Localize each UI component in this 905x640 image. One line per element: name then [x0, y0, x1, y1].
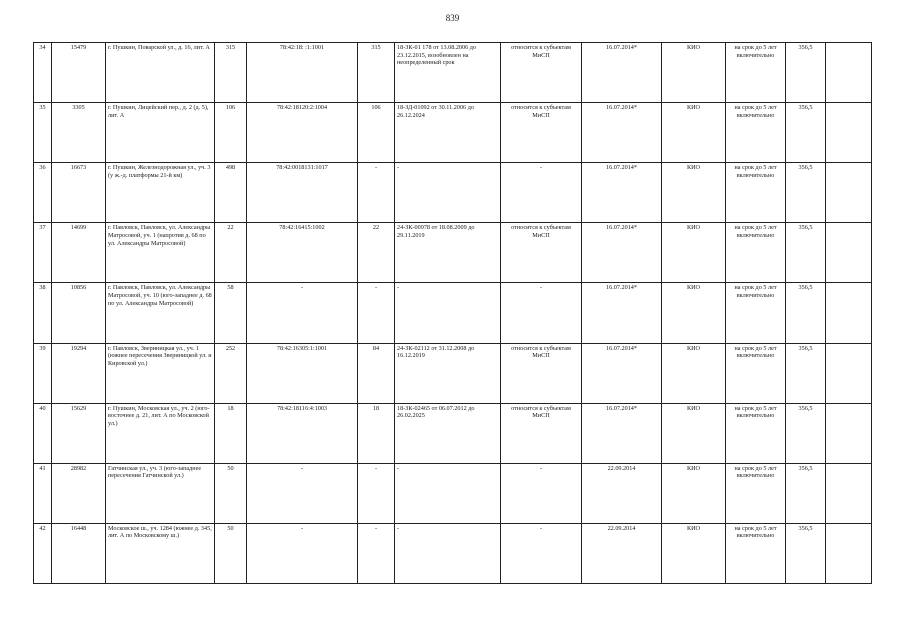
rate-cell: 356,5	[786, 283, 826, 343]
row-number-cell: 42	[34, 523, 52, 583]
contract-cell: 18-ЗК-01 178 от 13.08.2006 до 23.12.2015, возобновлен на неопределенный срок	[395, 43, 501, 103]
date-cell: 16.07.2014*	[582, 43, 662, 103]
leased-area-cell: -	[358, 523, 395, 583]
sme-status-cell: относится к субъектам МиСП	[501, 403, 582, 463]
sme-status-cell: -	[501, 163, 582, 223]
date-cell: 16.07.2014*	[582, 283, 662, 343]
object-id-cell: 10856	[52, 283, 106, 343]
empty-cell	[826, 163, 872, 223]
cadastral-number-cell: 78:42:16415:1002	[247, 223, 358, 283]
object-id-cell: 3305	[52, 103, 106, 163]
area-cell: 315	[215, 43, 247, 103]
row-number-cell: 41	[34, 463, 52, 523]
contract-cell: -	[395, 163, 501, 223]
address-cell: г. Павловск, Павловск, ул. Александры Матросовой, уч. 10 (юго-западнее д. 68 по ул. Александры Матросовой)	[106, 283, 215, 343]
row-number-cell: 40	[34, 403, 52, 463]
sme-status-cell: -	[501, 283, 582, 343]
leased-area-cell: 106	[358, 103, 395, 163]
contract-cell: 18-ЗД-01092 от 30.11.2006 до 26.12.2024	[395, 103, 501, 163]
object-id-cell: 15479	[52, 43, 106, 103]
area-cell: 50	[215, 463, 247, 523]
object-id-cell: 19294	[52, 343, 106, 403]
cadastral-number-cell: -	[247, 463, 358, 523]
date-cell: 16.07.2014*	[582, 403, 662, 463]
table-row	[34, 523, 872, 583]
cadastral-number-cell: 78:42:18116:4:1003	[247, 403, 358, 463]
organization-cell: КИО	[662, 163, 726, 223]
date-cell: 22.09.2014	[582, 463, 662, 523]
address-cell: г. Пушкин, Железнодорожная ул., уч. 3 (у ж.-д. платформы 21-й км)	[106, 163, 215, 223]
address-cell: Московское ш., уч. 1284 (южнее д. 345, лит. А по Московскому ш.)	[106, 523, 215, 583]
table-row	[34, 103, 872, 163]
leased-area-cell: 315	[358, 43, 395, 103]
rate-cell: 356,5	[786, 463, 826, 523]
empty-cell	[826, 223, 872, 283]
row-number-cell: 35	[34, 103, 52, 163]
area-cell: 252	[215, 343, 247, 403]
rate-cell: 356,5	[786, 223, 826, 283]
sme-status-cell: -	[501, 523, 582, 583]
object-id-cell: 16673	[52, 163, 106, 223]
date-cell: 16.07.2014*	[582, 163, 662, 223]
sme-status-cell: относится к субъектам МиСП	[501, 43, 582, 103]
row-number-cell: 34	[34, 43, 52, 103]
organization-cell: КИО	[662, 463, 726, 523]
address-cell: г. Пушкин, Московская ул., уч. 2 (юго-восточнее д. 21, лит. А по Московской ул.)	[106, 403, 215, 463]
leased-area-cell: 84	[358, 343, 395, 403]
cadastral-number-cell: 78:42:18: :1:1001	[247, 43, 358, 103]
address-cell: г. Павловск, Звериницкая ул., уч. 1 (южнее пересечения Звериницкой ул. и Кировской ул.)	[106, 343, 215, 403]
lease-term-cell: на срок до 5 лет включительно	[726, 163, 786, 223]
organization-cell: КИО	[662, 343, 726, 403]
address-cell: г. Пушкин, Лицейский пер., д. 2 (д. 5), лит. А	[106, 103, 215, 163]
area-cell: 106	[215, 103, 247, 163]
leased-area-cell: -	[358, 283, 395, 343]
page-number: 839	[445, 13, 460, 23]
table-row	[34, 223, 872, 283]
table-row	[34, 283, 872, 343]
area-cell: 22	[215, 223, 247, 283]
object-id-cell: 14699	[52, 223, 106, 283]
date-cell: 16.07.2014*	[582, 103, 662, 163]
contract-cell: -	[395, 463, 501, 523]
date-cell: 16.07.2014*	[582, 223, 662, 283]
table-row	[34, 463, 872, 523]
rate-cell: 356,5	[786, 163, 826, 223]
registry-table	[33, 42, 872, 584]
leased-area-cell: 18	[358, 403, 395, 463]
sme-status-cell: относится к субъектам МиСП	[501, 103, 582, 163]
empty-cell	[826, 43, 872, 103]
table-row	[34, 343, 872, 403]
contract-cell: 24-ЗК-00978 от 18.08.2009 до 29.11.2019	[395, 223, 501, 283]
area-cell: 58	[215, 283, 247, 343]
area-cell: 498	[215, 163, 247, 223]
organization-cell: КИО	[662, 103, 726, 163]
organization-cell: КИО	[662, 223, 726, 283]
rate-cell: 356,5	[786, 403, 826, 463]
address-cell: г. Павловск, Павловск, ул. Александры Матросовой, уч. 1 (напротив д. 68 по ул. Александры Матросовой)	[106, 223, 215, 283]
cadastral-number-cell: 78:42:16305:1:1001	[247, 343, 358, 403]
cadastral-number-cell: -	[247, 523, 358, 583]
cadastral-number-cell: 78:42:18120:2:1004	[247, 103, 358, 163]
area-cell: 50	[215, 523, 247, 583]
lease-term-cell: на срок до 5 лет включительно	[726, 523, 786, 583]
leased-area-cell: 22	[358, 223, 395, 283]
lease-term-cell: на срок до 5 лет включительно	[726, 343, 786, 403]
table-row	[34, 403, 872, 463]
sme-status-cell: относится к субъектам МиСП	[501, 223, 582, 283]
sme-status-cell: относится к субъектам МиСП	[501, 343, 582, 403]
row-number-cell: 36	[34, 163, 52, 223]
rate-cell: 356,5	[786, 523, 826, 583]
table-row	[34, 43, 872, 103]
contract-cell: -	[395, 283, 501, 343]
lease-term-cell: на срок до 5 лет включительно	[726, 403, 786, 463]
rate-cell: 356,5	[786, 103, 826, 163]
address-cell: г. Пушкин, Поварской ул., д. 16, лит. А	[106, 43, 215, 103]
cadastral-number-cell: 78:42:0018131:1017	[247, 163, 358, 223]
lease-term-cell: на срок до 5 лет включительно	[726, 223, 786, 283]
empty-cell	[826, 463, 872, 523]
contract-cell: -	[395, 523, 501, 583]
lease-term-cell: на срок до 5 лет включительно	[726, 283, 786, 343]
organization-cell: КИО	[662, 523, 726, 583]
area-cell: 18	[215, 403, 247, 463]
lease-term-cell: на срок до 5 лет включительно	[726, 103, 786, 163]
object-id-cell: 16448	[52, 523, 106, 583]
leased-area-cell: -	[358, 463, 395, 523]
row-number-cell: 38	[34, 283, 52, 343]
empty-cell	[826, 103, 872, 163]
object-id-cell: 15629	[52, 403, 106, 463]
registry-body	[34, 43, 872, 584]
organization-cell: КИО	[662, 283, 726, 343]
leased-area-cell: -	[358, 163, 395, 223]
date-cell: 16.07.2014*	[582, 343, 662, 403]
empty-cell	[826, 403, 872, 463]
rate-cell: 356,5	[786, 343, 826, 403]
organization-cell: КИО	[662, 43, 726, 103]
object-id-cell: 28982	[52, 463, 106, 523]
empty-cell	[826, 343, 872, 403]
contract-cell: 24-ЗК-02112 от 31.12.2008 до 16.12.2019	[395, 343, 501, 403]
rate-cell: 356,5	[786, 43, 826, 103]
row-number-cell: 39	[34, 343, 52, 403]
table-row	[34, 163, 872, 223]
organization-cell: КИО	[662, 403, 726, 463]
date-cell: 22.09.2014	[582, 523, 662, 583]
empty-cell	[826, 523, 872, 583]
row-number-cell: 37	[34, 223, 52, 283]
lease-term-cell: на срок до 5 лет включительно	[726, 463, 786, 523]
address-cell: Гатчинская ул., уч. 3 (юго-западнее пересечения Гатчинской ул.)	[106, 463, 215, 523]
empty-cell	[826, 283, 872, 343]
contract-cell: 18-ЗК-02465 от 06.07.2012 до 26.02.2025	[395, 403, 501, 463]
cadastral-number-cell: -	[247, 283, 358, 343]
lease-term-cell: на срок до 5 лет включительно	[726, 43, 786, 103]
sme-status-cell: -	[501, 463, 582, 523]
